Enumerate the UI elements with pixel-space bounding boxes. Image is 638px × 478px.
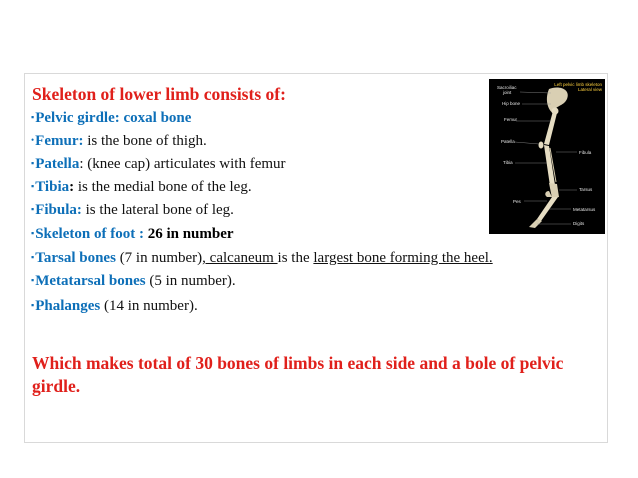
term-label: Tibia — [35, 179, 70, 195]
label-metatarsus: Metatarsus — [573, 207, 596, 212]
list-item — [31, 250, 493, 267]
label-sacroiliac: Sacroiliac — [497, 85, 517, 90]
term-label: Femur: — [35, 133, 88, 149]
bullet-icon: • — [31, 135, 35, 145]
item-text: is the medial bone of the leg. — [77, 179, 252, 195]
digits-shape — [529, 219, 542, 228]
bullet-icon: ▪ — [31, 228, 35, 238]
term-label: Phalanges — [35, 298, 101, 314]
item-text: is the — [277, 250, 314, 266]
term-label: Pelvic girdle: coxal bone — [35, 110, 192, 126]
label-tarsus: Tarsus — [579, 187, 593, 192]
label-pes: Pes — [513, 199, 521, 204]
bullet-icon: ▪ — [31, 252, 35, 262]
list-item — [31, 298, 198, 315]
term-label: Metatarsal bones — [35, 273, 146, 289]
list-item — [31, 156, 286, 173]
item-text: , calcaneum — [202, 250, 278, 266]
term-label: Patella — [35, 156, 80, 172]
bullet-icon: ▪ — [31, 181, 35, 191]
figure-title — [554, 82, 602, 92]
label-fibula: Fibula — [579, 150, 592, 155]
bullet-icon: ▪ — [31, 204, 35, 214]
figure-title-line1: Left pelvic limb skeleton — [554, 82, 602, 87]
list-item — [31, 273, 236, 290]
item-text: : (knee cap) articulates with femur — [79, 156, 286, 172]
list-item — [31, 179, 252, 196]
term-label: Tarsal bones — [35, 250, 116, 266]
label-digits: Digits — [573, 221, 585, 226]
item-text: (5 in number). — [145, 273, 236, 289]
bullet-icon: ▪ — [31, 112, 35, 122]
label-femur: Femur — [504, 117, 518, 122]
label-hip-bone: Hip bone — [502, 101, 521, 106]
slide-title: Skeleton of lower limb consists of: — [32, 84, 286, 104]
term-label: Fibula: — [35, 202, 86, 218]
summary-text: Which makes total of 30 bones of limbs in each side and a bole of pelvic girdle. — [32, 353, 564, 396]
list-item — [31, 226, 234, 243]
bullet-icon: ▪ — [31, 158, 35, 168]
item-text: is the lateral bone of leg. — [85, 202, 234, 218]
bullet-icon: ▪ — [31, 300, 35, 310]
bullet-icon: ▪ — [31, 275, 35, 285]
item-text: largest bone forming the heel. — [313, 250, 493, 266]
term-label: Skeleton of foot : — [35, 226, 148, 242]
item-text: : — [69, 179, 78, 195]
label-joint: joint — [503, 90, 512, 95]
item-text: 26 in number — [147, 226, 234, 242]
item-text: (7 in number) — [115, 250, 203, 266]
item-text: (14 in number). — [100, 298, 198, 314]
list-item — [31, 133, 207, 150]
list-item — [31, 110, 191, 127]
item-text: is the bone of thigh. — [87, 133, 207, 149]
figure-title-line2: Lateral view — [577, 87, 602, 92]
label-patella: Patella — [501, 139, 515, 144]
skeleton-figure — [489, 79, 605, 234]
label-tibia: Tibia — [503, 160, 513, 165]
list-item — [31, 202, 234, 219]
femur-shape — [544, 111, 557, 145]
